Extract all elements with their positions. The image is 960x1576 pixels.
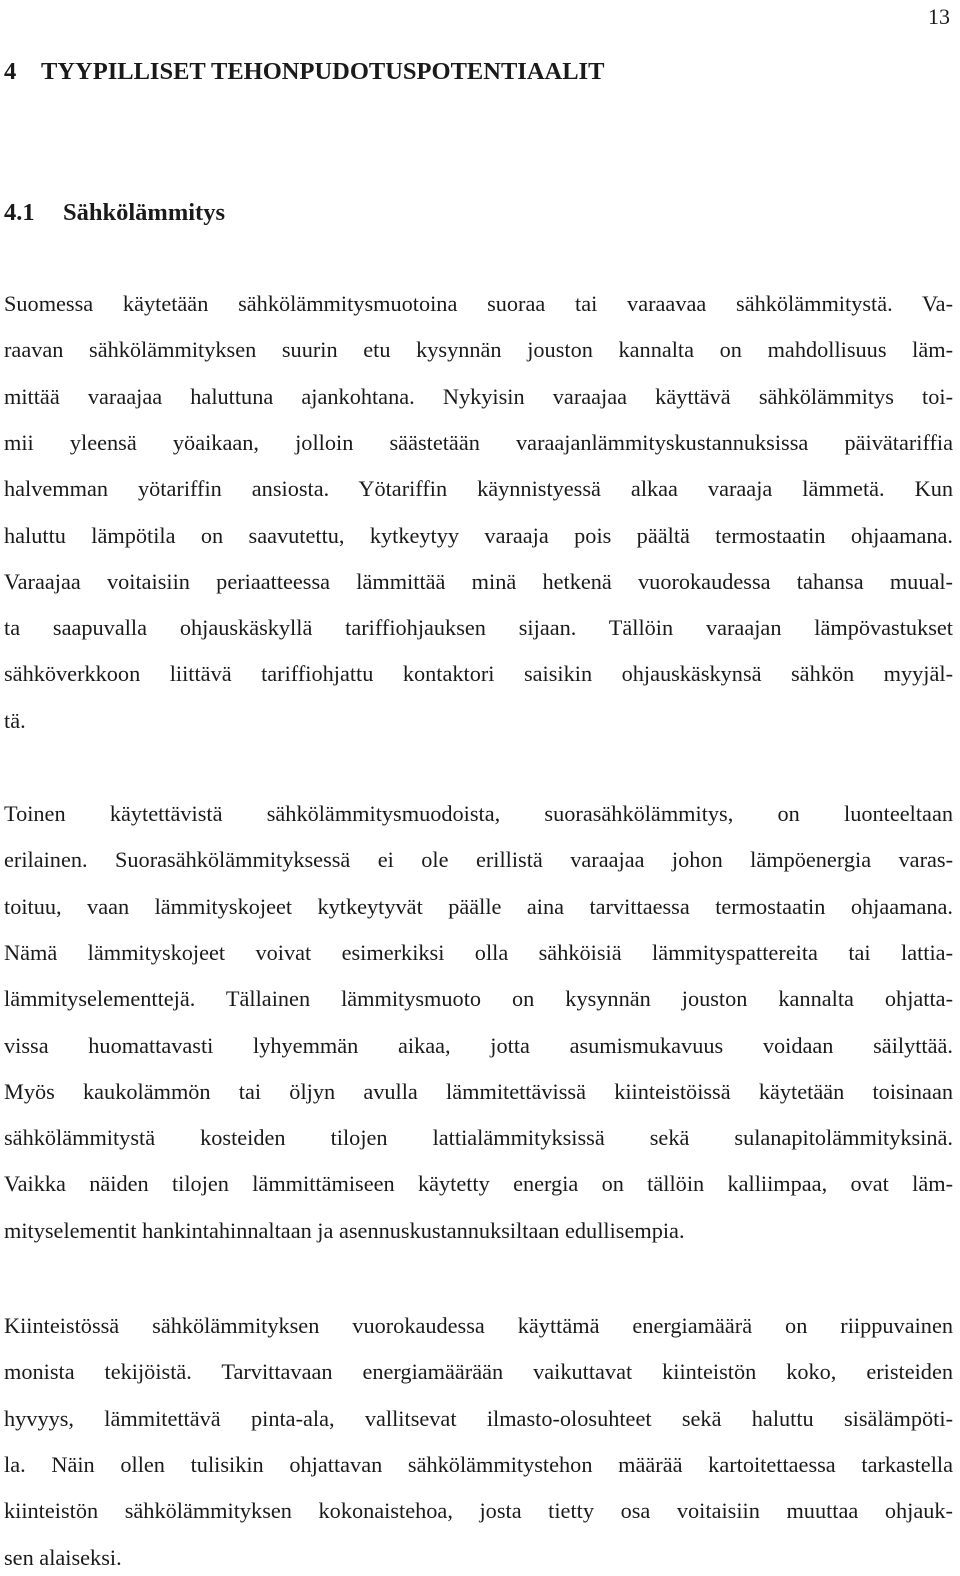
text-line: sen alaiseksi. — [4, 1544, 122, 1570]
text-line: Toinen käytettävistä sähkölämmitysmuodoista, suorasähkölämmitys, on luonteeltaan — [4, 801, 953, 826]
text-line: mittää varaajaa haluttuna ajankohtana. Nykyisin varaajaa käyttävä sähkölämmitys toi- — [4, 383, 953, 409]
text-line: monista tekijöistä. Tarvittavaan energiamäärään vaikuttavat kiinteistön koko, eristeiden — [4, 1359, 953, 1385]
text-line: Vaikka näiden tilojen lämmittämiseen käytetty energia on tällöin kalliimpaa, ovat läm- — [4, 1171, 953, 1197]
text-line: raavan sähkölämmityksen suurin etu kysynnän jouston kannalta on mahdollisuus läm- — [4, 337, 953, 363]
chapter-number: 4 — [4, 58, 17, 85]
text-line: halvemman yötariffin ansiosta. Yötariffin käynnistyessä alkaa varaaja lämmetä. Kun — [4, 476, 953, 502]
text-line: Myös kaukolämmön tai öljyn avulla lämmitettävissä kiinteistöissä käytetään toisinaan — [4, 1078, 953, 1104]
text-line: la. Näin ollen tulisikin ohjattavan sähkölämmitystehon määrää kartoitettaessa tarkastella — [4, 1451, 953, 1477]
text-line: Varaajaa voitaisiin periaatteessa lämmittää minä hetkenä vuorokaudessa tahansa muual- — [4, 568, 953, 594]
text-line: lämmityselementtejä. Tällainen lämmitysmuoto on kysynnän jouston kannalta ohjatta- — [4, 986, 953, 1012]
section-heading — [4, 199, 225, 227]
text-line: mii yleensä yöaikaan, jolloin säästetään varaajanlämmityskustannuksissa päivätariffia — [4, 429, 953, 455]
text-line: Kiinteistössä sähkölämmityksen vuorokaudessa käyttämä energiamäärä on riippuvainen — [4, 1313, 953, 1338]
section-title: Sähkölämmitys — [63, 199, 226, 226]
text-line: haluttu lämpötila on saavutettu, kytkeytyy varaaja pois päältä termostaatin ohjaamana. — [4, 522, 953, 548]
page-number: 13 — [928, 4, 950, 29]
text-line: vissa huomattavasti lyhyemmän aikaa, jotta asumismukavuus voidaan säilyttää. — [4, 1032, 953, 1058]
text-line: mityselementit hankintahinnaltaan ja asennuskustannuksiltaan edullisempia. — [4, 1217, 685, 1243]
text-line: toituu, vaan lämmityskojeet kytkeytyvät päälle aina tarvittaessa termostaatin ohjaamana. — [4, 893, 953, 919]
text-line: hyvyys, lämmitettävä pinta-ala, vallitsevat ilmasto-olosuhteet sekä haluttu sisälämpöti- — [4, 1405, 953, 1431]
text-line: sähkölämmitystä kosteiden tilojen lattialämmityksissä sekä sulanapitolämmityksinä. — [4, 1125, 953, 1151]
text-line: erilainen. Suorasähkölämmityksessä ei ole erillistä varaajaa johon lämpöenergia varas- — [4, 847, 953, 873]
text-line: ta saapuvalla ohjauskäskyllä tariffiohjauksen sijaan. Tällöin varaajan lämpövastukset — [4, 615, 953, 641]
section-number: 4.1 — [4, 199, 35, 226]
chapter-title: TYYPILLISET TEHONPUDOTUSPOTENTIAALIT — [41, 58, 605, 85]
text-line: tä. — [4, 707, 26, 733]
text-line: kiinteistön sähkölämmityksen kokonaistehoa, josta tietty osa voitaisiin muuttaa ohjauk- — [4, 1498, 953, 1524]
text-line: sähköverkkoon liittävä tariffiohjattu kontaktori saisikin ohjauskäskynsä sähkön myyjäl- — [4, 661, 953, 687]
text-line: Suomessa käytetään sähkölämmitysmuotoina suoraa tai varaavaa sähkölämmitystä. Va- — [4, 291, 953, 316]
text-line: Nämä lämmityskojeet voivat esimerkiksi olla sähköisiä lämmityspattereita tai lattia- — [4, 939, 953, 965]
chapter-heading — [4, 58, 604, 86]
